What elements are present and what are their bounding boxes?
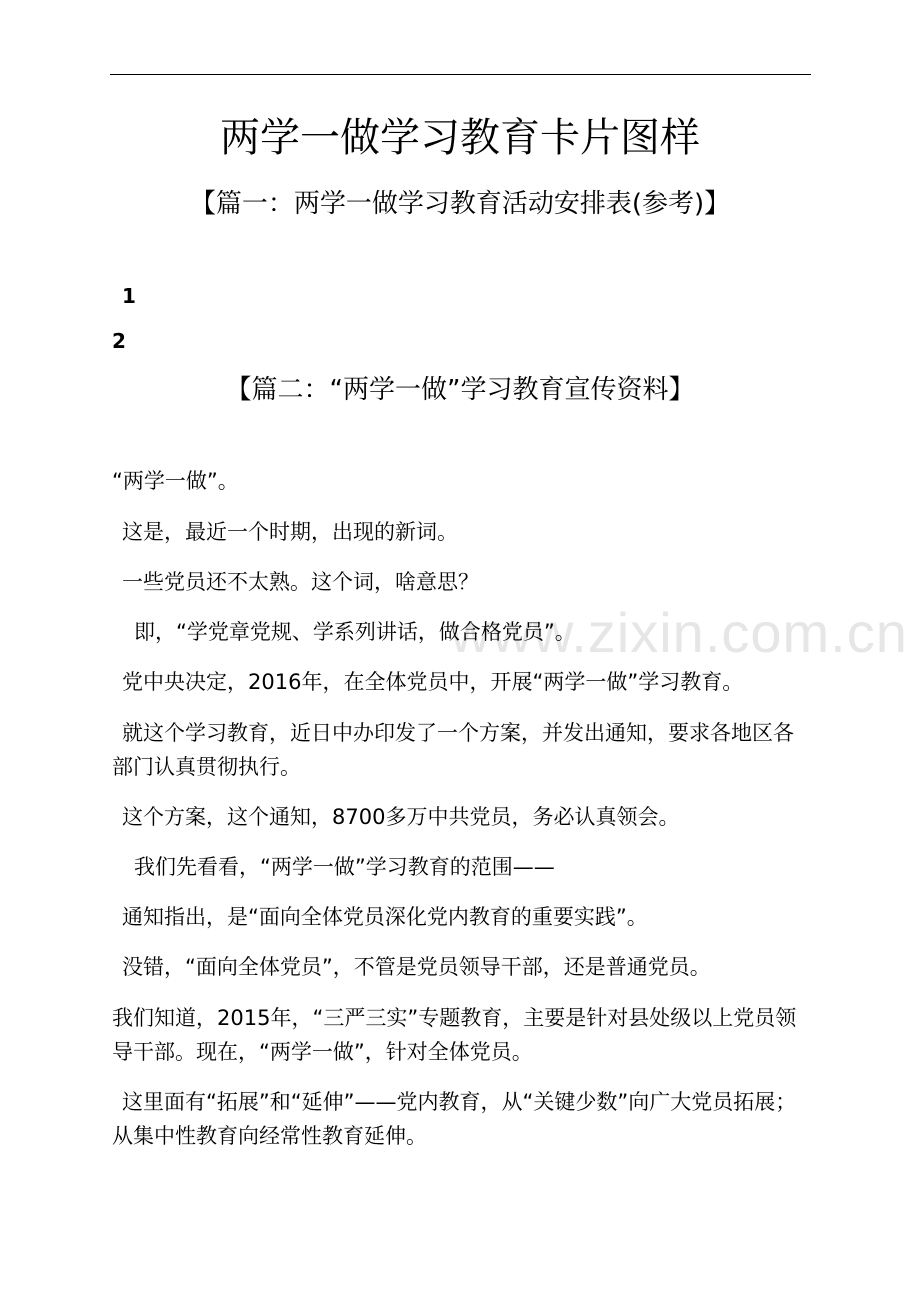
list-number-2: 2 <box>112 329 126 353</box>
paragraph: 这里面有“拓展”和“延伸”——党内教育，从“关键少数”向广大党员拓展；从集中性教育向经常性教育延伸。 <box>112 1090 797 1148</box>
paragraph: 通知指出，是“面向全体党员深化党内教育的重要实践”。 <box>122 905 648 929</box>
section-heading-1: 【篇一：两学一做学习教育活动安排表(参考)】 <box>189 189 731 219</box>
document-title: 两学一做学习教育卡片图样 <box>220 115 700 161</box>
watermark: www.zixin.com.cn <box>450 601 908 664</box>
header-rule <box>110 74 811 75</box>
section-heading-2: 【篇二：“两学一做”学习教育宣传资料】 <box>225 375 695 405</box>
paragraph: 一些党员还不太熟。这个词，啥意思？ <box>122 570 479 594</box>
paragraph: 我们知道，2015年，“三严三实”专题教育，主要是针对县处级以上党员领导干部。现在，“两学一做”，针对全体党员。 <box>112 1006 797 1064</box>
paragraph: 即，“学党章党规、学系列讲话，做合格党员”。 <box>134 620 576 644</box>
paragraph: 这是，最近一个时期，出现的新词。 <box>122 520 458 544</box>
paragraph: 党中央决定，2016年，在全体党员中，开展“两学一做”学习教育。 <box>122 670 744 694</box>
list-number-1: 1 <box>122 284 136 308</box>
paragraph: 我们先看看，“两学一做”学习教育的范围—— <box>134 855 555 879</box>
paragraph: 没错，“面向全体党员”，不管是党员领导干部，还是普通党员。 <box>122 955 711 979</box>
paragraph: 就这个学习教育，近日中办印发了一个方案，并发出通知，要求各地区各部门认真贯彻执行。 <box>112 721 794 779</box>
paragraph: 这个方案，这个通知，8700多万中共党员，务必认真领会。 <box>122 805 680 829</box>
paragraph: “两学一做”。 <box>112 469 239 493</box>
